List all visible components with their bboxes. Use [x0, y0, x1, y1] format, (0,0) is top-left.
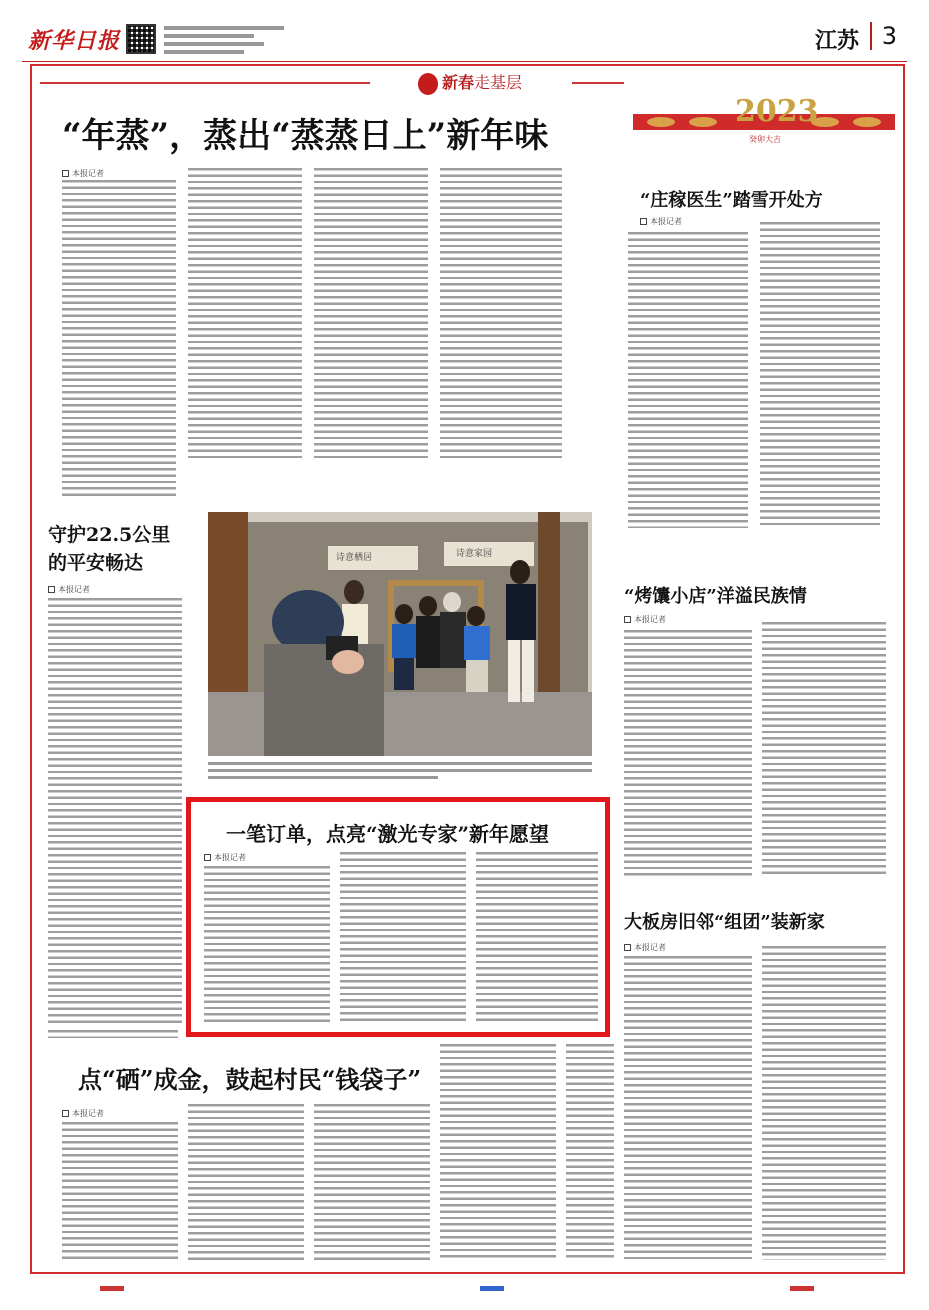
main-text-col4: [440, 168, 562, 458]
banner-rule-left: [40, 82, 370, 84]
selenium-text-col5: [566, 1044, 614, 1260]
guard-text: [48, 598, 182, 1024]
old-house-headline: 大板房旧邻“组团”装新家: [624, 912, 825, 933]
main-text-col3: [314, 168, 428, 458]
qr-code-icon: [126, 24, 156, 54]
selenium-byline: 本报记者: [62, 1108, 104, 1119]
rabbit-year-ornament: [633, 92, 895, 152]
masthead-info: [164, 26, 284, 58]
selenium-text-col3: [314, 1104, 430, 1260]
selenium-text-col1: [62, 1122, 178, 1260]
laser-byline: 本报记者: [204, 852, 246, 863]
column-banner: [370, 70, 570, 96]
selenium-text-col2: [188, 1104, 304, 1260]
lantern-icon: [418, 73, 438, 95]
ornament-caption: 癸卯大吉: [749, 135, 781, 144]
old-house-text-col1: [624, 956, 752, 1260]
bakery-byline: 本报记者: [624, 614, 666, 625]
masthead: [22, 18, 907, 62]
news-photo: [208, 512, 592, 756]
rural-doctor-headline: “庄稼医生”踏雪开处方: [640, 190, 823, 211]
newspaper-logo: 新华日报: [28, 28, 121, 54]
laser-headline: 一笔订单，点亮“激光专家”新年愿望: [226, 822, 550, 846]
family-photo-image: [208, 512, 592, 756]
photo-sign-left: 诗意栖居: [336, 553, 373, 563]
laser-text-col1: [204, 866, 330, 1022]
photo-caption: [208, 760, 592, 779]
guard-text-tail: [48, 1030, 178, 1038]
column-label-sub: 走基层: [474, 73, 523, 92]
page-number: 3: [870, 22, 897, 50]
guard-headline-line2: 的平安畅达: [48, 552, 144, 574]
selenium-text-col4: [440, 1044, 556, 1260]
old-house-text-col2: [762, 946, 886, 1260]
old-house-byline: 本报记者: [624, 942, 666, 953]
main-headline: “年蒸”，蒸出“蒸蒸日上”新年味: [62, 116, 549, 156]
main-text-col2: [188, 168, 302, 458]
laser-text-col3: [476, 852, 598, 1022]
selenium-headline: 点“硒”成金，鼓起村民“钱袋子”: [78, 1065, 422, 1094]
guard-headline-line1: 守护22.5公里: [48, 524, 171, 546]
print-registration-marks: [100, 1286, 829, 1292]
rural-doctor-text-col1: [628, 232, 748, 528]
rural-doctor-text-col2: [760, 222, 880, 528]
banner-rule-right: [572, 82, 624, 84]
photo-sign-right: 诗意家园: [456, 549, 493, 559]
laser-text-col2: [340, 852, 466, 1022]
ornament-year: 2023: [735, 94, 819, 129]
main-byline: 本报记者: [62, 168, 104, 179]
main-text-col1: [62, 180, 176, 498]
section-name: 江苏: [814, 29, 859, 54]
bakery-headline: “烤馕小店”洋溢民族情: [624, 586, 807, 607]
rural-doctor-byline: 本报记者: [640, 216, 682, 227]
bakery-text-col2: [762, 622, 886, 876]
column-label-main: 新春: [441, 73, 474, 92]
bakery-text-col1: [624, 630, 752, 876]
guard-byline: 本报记者: [48, 584, 90, 595]
